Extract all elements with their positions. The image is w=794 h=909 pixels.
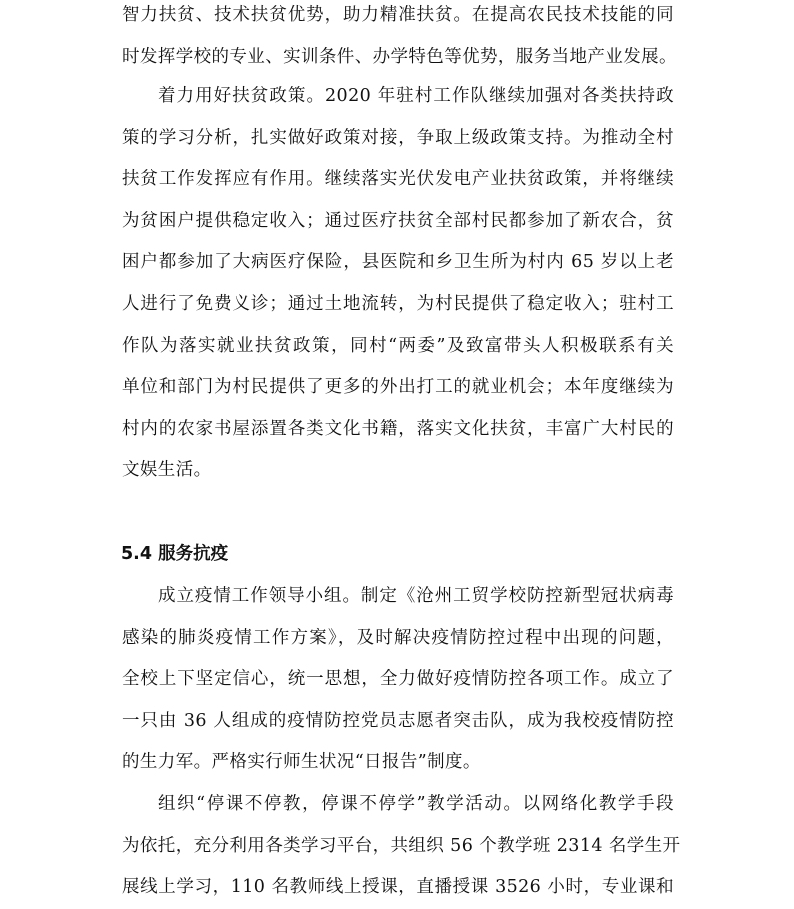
text-line: 策的学习分析，扎实做好政策对接，争取上级政策支持。为推动全村 (122, 127, 674, 148)
text-line: 感染的肺炎疫情工作方案》，及时解决疫情防控过程中出现的问题， (122, 627, 674, 648)
text-line: 作队为落实就业扶贫政策，同村“两委”及致富带头人积极联系有关 (122, 335, 674, 356)
text-line: 单位和部门为村民提供了更多的外出打工的就业机会；本年度继续为 (122, 377, 674, 398)
text-line: 为贫困户提供稳定收入；通过医疗扶贫全部村民都参加了新农合，贫 (122, 210, 674, 231)
text-line: 扶贫工作发挥应有作用。继续落实光伏发电产业扶贫政策，并将继续 (122, 169, 674, 190)
section-heading: 5.4 服务抗疫 (121, 544, 229, 564)
text-line: 全校上下坚定信心，统一思想，全力做好疫情防控各项工作。成立了 (122, 669, 674, 690)
text-line: 时发挥学校的专业、实训条件、办学特色等优势，服务当地产业发展。 (122, 46, 677, 67)
text-line: 村内的农家书屋添置各类文化书籍，落实文化扶贫，丰富广大村民的 (122, 418, 674, 439)
paragraph-online-teaching (122, 784, 681, 909)
text-line: 困户都参加了大病医疗保险，县医院和乡卫生所为村内 65 岁以上老 (122, 252, 674, 273)
paragraph-poverty-policy (122, 76, 674, 492)
text-line: 文娱生活。 (122, 460, 212, 481)
text-line: 为依托，充分利用各类学习平台，共组织 56 个教学班 2314 名学生开 (122, 835, 681, 856)
text-line: 一只由 36 人组成的疫情防控党员志愿者突击队，成为我校疫情防控 (122, 710, 674, 731)
text-line: 的生力军。严格实行师生状况“日报告”制度。 (122, 752, 481, 773)
text-line: 组织“停课不停教，停课不停学”教学活动。以网络化教学手段 (158, 794, 674, 814)
paragraph-continued (122, 0, 677, 78)
paragraph-epidemic-leadership (122, 576, 674, 784)
text-line: 展线上学习，110 名教师线上授课，直播授课 3526 小时，专业课和 (122, 877, 674, 898)
text-line: 着力用好扶贫政策。2020 年驻村工作队继续加强对各类扶持政 (158, 86, 674, 106)
text-line: 智力扶贫、技术扶贫优势，助力精准扶贫。在提高农民技术技能的同 (122, 5, 674, 25)
text-line: 人进行了免费义诊；通过土地流转，为村民提供了稳定收入；驻村工 (122, 293, 674, 314)
text-line: 成立疫情工作领导小组。制定《沧州工贸学校防控新型冠状病毒 (158, 586, 674, 606)
